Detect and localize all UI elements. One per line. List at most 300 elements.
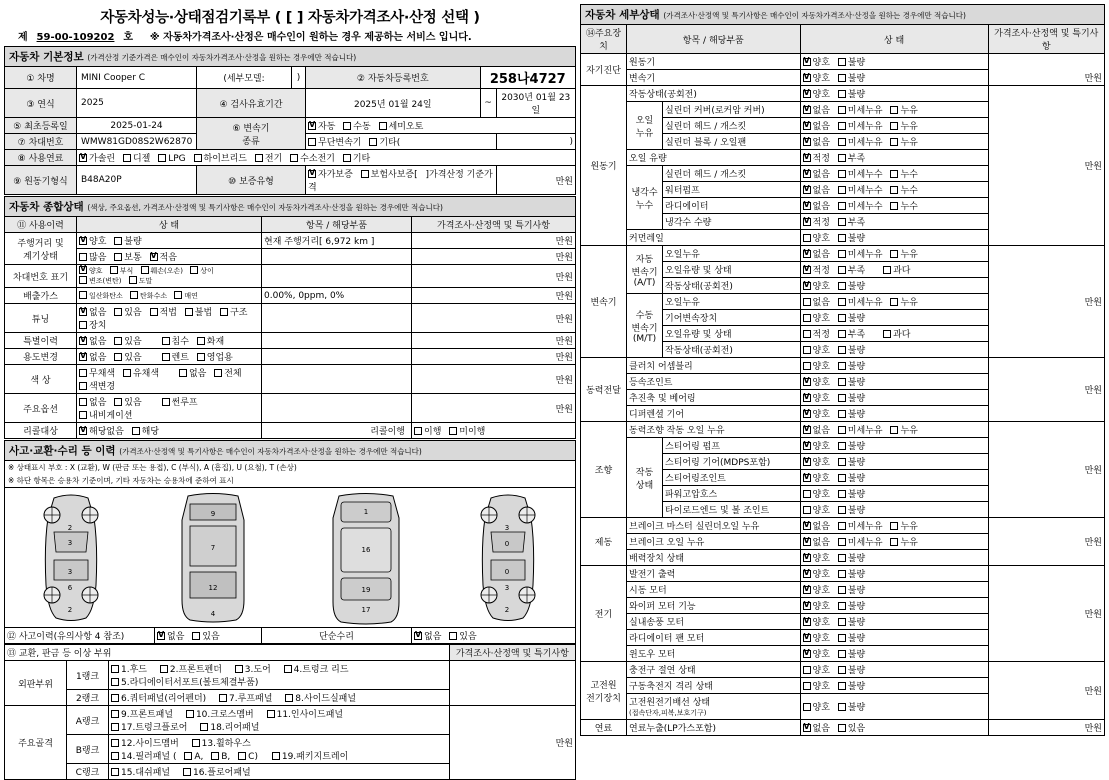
checkbox-ati-good[interactable] — [803, 282, 811, 290]
checkbox-rf-bad[interactable] — [838, 634, 846, 642]
opt-mileage-good[interactable]: V양호 — [79, 234, 106, 247]
checkbox-cb-none[interactable] — [803, 138, 811, 146]
opt-lpg[interactable]: LPG — [158, 154, 185, 164]
opt-diff-bad[interactable]: 불량 — [838, 407, 865, 420]
opt-atl-low[interactable]: 부족 — [838, 263, 865, 276]
opt-mtl-excess[interactable]: 과다 — [883, 327, 910, 340]
checkbox-bo-none[interactable] — [803, 538, 811, 546]
opt-recall-na[interactable]: V 해당없음 — [79, 424, 124, 437]
checkbox-trunk-lid[interactable] — [284, 665, 292, 673]
checkbox-mileage-good[interactable] — [79, 237, 87, 245]
checkbox-clutch-bad[interactable] — [838, 362, 846, 370]
opt-accident-yes[interactable]: 있음 — [192, 629, 219, 642]
opt-cc-leak[interactable]: 누유 — [890, 103, 917, 116]
checkbox-door[interactable] — [235, 665, 243, 673]
checkbox-wheel-house[interactable] — [192, 739, 200, 747]
checkbox-vin-good[interactable] — [79, 266, 87, 274]
state-power-steer-leak[interactable] — [800, 422, 988, 438]
checkbox-atl-ok[interactable] — [803, 266, 811, 274]
checkbox-mt-leak[interactable] — [890, 298, 898, 306]
opt-pslk-leak[interactable]: 누유 — [890, 423, 917, 436]
opt-self-warranty[interactable]: V자가보증 — [308, 167, 353, 180]
state-clutch[interactable] — [800, 358, 988, 374]
opt-inside-panel[interactable]: 11.인사이드패널 — [267, 707, 343, 720]
checkbox-electric[interactable] — [255, 154, 263, 162]
opt-ati-good[interactable]: V 양호 — [803, 279, 830, 292]
state-mt-idle[interactable] — [800, 342, 988, 358]
checkbox-vin-damage[interactable] — [141, 266, 149, 274]
inner-rankc-items[interactable] — [109, 764, 450, 780]
checkbox-recall-notdone[interactable] — [449, 427, 457, 435]
opt-usage-none[interactable]: V 없음 — [79, 350, 106, 363]
state-cyl-head[interactable] — [800, 118, 988, 134]
checkbox-front-fender[interactable] — [160, 665, 168, 673]
opt-cp-bad[interactable]: 불량 — [838, 663, 865, 676]
checkbox-cross-member[interactable] — [186, 710, 194, 718]
checkbox-sd-tr-bad[interactable] — [838, 74, 846, 82]
checkbox-mt-minor[interactable] — [838, 298, 846, 306]
checkbox-at-minor[interactable] — [838, 250, 846, 258]
checkbox-sg-good[interactable] — [803, 458, 811, 466]
checkbox-sd-eng-bad[interactable] — [838, 58, 846, 66]
checkbox-mti-good[interactable] — [803, 346, 811, 354]
checkbox-pillar-c[interactable] — [238, 752, 246, 760]
outer-rank2-items[interactable] — [109, 690, 450, 706]
opt-vin-erased[interactable]: 도말 — [129, 276, 153, 286]
checkbox-sunroof[interactable] — [162, 398, 170, 406]
opt-fl-yes[interactable]: 있음 — [838, 721, 865, 734]
value-engine-type[interactable]: B48A20P — [77, 166, 197, 195]
opt-sd-tr-bad[interactable]: 불량 — [838, 71, 865, 84]
checkbox-tuning-none[interactable] — [79, 308, 87, 316]
opt-alt-good[interactable]: V 양호 — [803, 567, 830, 580]
opt-bm-none[interactable]: V 없음 — [803, 519, 830, 532]
checkbox-hood[interactable] — [111, 665, 119, 673]
state-differential[interactable] — [800, 406, 988, 422]
state-mt-leak[interactable] — [800, 294, 988, 310]
checkbox-smoke[interactable] — [174, 291, 182, 299]
checkbox-fire[interactable] — [197, 337, 205, 345]
checkbox-self-warranty[interactable] — [308, 170, 316, 178]
checkbox-insurer-warranty[interactable] — [361, 170, 369, 178]
row-recall-opts2[interactable] — [412, 423, 576, 439]
opt-side-member[interactable]: 12.사이드멤버 — [111, 736, 179, 749]
opt-tuning-illegal[interactable]: 불법 — [185, 305, 212, 318]
state-selfdiag-engine[interactable] — [800, 54, 988, 70]
opt-bl-good[interactable]: V 양호 — [803, 615, 830, 628]
opt-bl-bad[interactable]: 불량 — [838, 615, 865, 628]
opt-clutch-bad[interactable]: 불량 — [838, 359, 865, 372]
checkbox-recall-done[interactable] — [414, 427, 422, 435]
opt-floor-panel[interactable]: 16.플로어패널 — [183, 765, 251, 778]
checkbox-tuning-legal[interactable] — [150, 308, 158, 316]
opt-mt-leak[interactable]: 누유 — [890, 295, 917, 308]
state-steer-pump[interactable] — [800, 438, 988, 454]
opt-sg-good[interactable]: V 양호 — [803, 455, 830, 468]
opt-st-good[interactable]: V 양호 — [803, 583, 830, 596]
state-at-level[interactable] — [800, 262, 988, 278]
checkbox-trunk-floor[interactable] — [111, 723, 119, 731]
opt-recall-notdone[interactable]: 미이행 — [449, 424, 485, 437]
opt-fl-none[interactable]: V 없음 — [803, 721, 830, 734]
opt-dash-panel[interactable]: 15.대쉬패널 — [111, 765, 170, 778]
state-cyl-cover[interactable] — [800, 102, 988, 118]
checkbox-bo-leak[interactable] — [890, 538, 898, 546]
checkbox-coolh-leak[interactable] — [890, 170, 898, 178]
checkbox-ps-good[interactable] — [803, 394, 811, 402]
opt-tr-bad[interactable]: 불량 — [838, 503, 865, 516]
opt-rf-good[interactable]: V 양호 — [803, 631, 830, 644]
inner-ranka-items[interactable] — [109, 706, 450, 735]
checkbox-cb-leak[interactable] — [890, 138, 898, 146]
row-usage-opts[interactable] — [77, 349, 262, 365]
opt-sd-eng-bad[interactable]: 불량 — [838, 55, 865, 68]
checkbox-gasoline[interactable] — [79, 154, 87, 162]
checkbox-pillar-b[interactable] — [211, 752, 219, 760]
opt-door[interactable]: 3.도어 — [235, 662, 271, 675]
value-year[interactable]: 2025 — [77, 89, 197, 118]
checkbox-roof-panel[interactable] — [219, 694, 227, 702]
checkbox-fl-none[interactable] — [803, 724, 811, 732]
transmission-opts-row1[interactable] — [306, 118, 576, 134]
checkbox-tr-bad[interactable] — [838, 506, 846, 514]
checkbox-ch-leak[interactable] — [890, 122, 898, 130]
checkbox-pslk-leak[interactable] — [890, 426, 898, 434]
opt-cq-low[interactable]: 부족 — [838, 215, 865, 228]
opt-gs-good[interactable]: 양호 — [803, 311, 830, 324]
state-water-pump[interactable] — [800, 182, 988, 198]
opt-vin-altered[interactable]: 변조(변탄) — [79, 276, 122, 286]
checkbox-vin-differ[interactable] — [190, 266, 198, 274]
opt-cb-minor[interactable]: 미세누유 — [838, 135, 883, 148]
opt-gs-bad[interactable]: 불량 — [838, 311, 865, 324]
opt-cp-good[interactable]: 양호 — [803, 663, 830, 676]
row-tuning-opts[interactable] — [77, 304, 262, 333]
checkbox-repair-yes[interactable] — [449, 632, 457, 640]
opt-wm-good[interactable]: V 양호 — [803, 599, 830, 612]
checkbox-at-leak[interactable] — [890, 250, 898, 258]
opt-cr-bad[interactable]: 불량 — [838, 231, 865, 244]
checkbox-sp-bad[interactable] — [838, 442, 846, 450]
opt-fire[interactable]: 화재 — [197, 334, 224, 347]
opt-options-yes[interactable]: 있음 — [114, 395, 141, 408]
opt-sj-good[interactable]: V 양호 — [803, 471, 830, 484]
opt-hc[interactable]: 탄화수소 — [130, 291, 167, 301]
checkbox-rf-good[interactable] — [803, 634, 811, 642]
opt-vin-good[interactable]: V양호 — [79, 266, 103, 276]
opt-sp-good[interactable]: V 양호 — [803, 439, 830, 452]
opt-navigation[interactable]: 내비게이션 — [79, 408, 132, 421]
checkbox-vin-corrosion[interactable] — [110, 266, 118, 274]
checkbox-other-trans[interactable] — [369, 138, 377, 146]
opt-auto[interactable]: V자동 — [308, 119, 335, 132]
opt-cq-ok[interactable]: V 적정 — [803, 215, 830, 228]
checkbox-ph-good[interactable] — [803, 490, 811, 498]
opt-usage-yes[interactable]: 있음 — [114, 350, 141, 363]
opt-tr-good[interactable]: 양호 — [803, 503, 830, 516]
opt-options-none[interactable]: 없음 — [79, 395, 106, 408]
state-starter[interactable] — [800, 582, 988, 598]
checkbox-lpg[interactable] — [158, 154, 166, 162]
row-vin-opts[interactable] — [77, 265, 262, 288]
opt-mtl-low[interactable]: 부족 — [838, 327, 865, 340]
opt-mileage-normal[interactable]: 보통 — [114, 250, 141, 263]
opt-hood[interactable]: 1.후드 — [111, 662, 147, 675]
state-radiator-fan[interactable] — [800, 630, 988, 646]
opt-sd-tr-good[interactable]: V 양호 — [803, 71, 830, 84]
row-recall-opts[interactable] — [77, 423, 262, 439]
state-engine-idle[interactable] — [800, 86, 988, 102]
checkbox-coolh-none[interactable] — [803, 170, 811, 178]
opt-repair-none[interactable]: V 없음 — [414, 629, 441, 642]
opt-special-none[interactable]: V 없음 — [79, 334, 106, 347]
value-inspection-end[interactable]: 2030년 01월 23일 — [496, 89, 575, 118]
checkbox-atl-excess[interactable] — [883, 266, 891, 274]
checkbox-inside-panel[interactable] — [267, 710, 275, 718]
row-options-opts[interactable] — [77, 394, 262, 423]
opt-ch-leak[interactable]: 누유 — [890, 119, 917, 132]
opt-eng-idle-bad[interactable]: 불량 — [838, 87, 865, 100]
opt-ch-minor[interactable]: 미세누유 — [838, 119, 883, 132]
checkbox-cc-minor[interactable] — [838, 106, 846, 114]
checkbox-flood[interactable] — [162, 337, 170, 345]
opt-mileage-many[interactable]: 많음 — [79, 250, 106, 263]
checkbox-wp-minor[interactable] — [838, 186, 846, 194]
state-hv-wiring[interactable] — [800, 694, 988, 720]
checkbox-accident-yes[interactable] — [192, 632, 200, 640]
checkbox-tuning-illegal[interactable] — [185, 308, 193, 316]
checkbox-bm-none[interactable] — [803, 522, 811, 530]
checkbox-diff-good[interactable] — [803, 410, 811, 418]
state-tie-rod[interactable] — [800, 502, 988, 518]
opt-mt-minor[interactable]: 미세누유 — [838, 295, 883, 308]
checkbox-cr-bad[interactable] — [838, 234, 846, 242]
checkbox-rad-none[interactable] — [803, 202, 811, 210]
opt-wm-bad[interactable]: 불량 — [838, 599, 865, 612]
state-steer-joint[interactable] — [800, 470, 988, 486]
state-wiper-motor[interactable] — [800, 598, 988, 614]
opt-color-all[interactable]: 전체 — [214, 366, 241, 379]
checkbox-cvt[interactable] — [308, 138, 316, 146]
checkbox-mt-none[interactable] — [803, 298, 811, 306]
checkbox-win-good[interactable] — [803, 650, 811, 658]
state-mt-level[interactable] — [800, 326, 988, 342]
opt-ps-good[interactable]: V 양호 — [803, 391, 830, 404]
opt-insurer-warranty[interactable]: 보험사보증[ — [361, 167, 418, 180]
checkbox-tuning-yes[interactable] — [114, 308, 122, 316]
opt-pillar-a[interactable]: A, — [184, 752, 203, 762]
outer-rank1-items[interactable] — [109, 661, 450, 690]
opt-tuning-device[interactable]: 장치 — [79, 318, 106, 331]
checkbox-rear-panel[interactable] — [200, 723, 208, 731]
checkbox-rental[interactable] — [162, 353, 170, 361]
checkbox-hydrogen[interactable] — [290, 154, 298, 162]
checkbox-cp-bad[interactable] — [838, 666, 846, 674]
state-steer-gear[interactable] — [800, 454, 988, 470]
opt-hvb-bad[interactable]: 불량 — [838, 679, 865, 692]
checkbox-tr-good[interactable] — [803, 506, 811, 514]
opt-mti-bad[interactable]: 불량 — [838, 343, 865, 356]
checkbox-sd-eng-good[interactable] — [803, 58, 811, 66]
checkbox-wp-leak[interactable] — [890, 186, 898, 194]
opt-rental[interactable]: 렌트 — [162, 350, 189, 363]
opt-oil-ok[interactable]: V 적정 — [803, 151, 830, 164]
checkbox-cr-good[interactable] — [803, 234, 811, 242]
checkbox-cq-ok[interactable] — [803, 218, 811, 226]
opt-hvb-good[interactable]: 양호 — [803, 679, 830, 692]
checkbox-fl-yes[interactable] — [838, 724, 846, 732]
opt-eng-idle-good[interactable]: V 양호 — [803, 87, 830, 100]
checkbox-vin-erased[interactable] — [129, 276, 137, 284]
checkbox-hybrid[interactable] — [194, 154, 202, 162]
opt-side-sill-panel[interactable]: 8.사이드실패널 — [285, 691, 356, 704]
opt-front-fender[interactable]: 2.프론트펜더 — [160, 662, 222, 675]
state-alternator[interactable] — [800, 566, 988, 582]
opt-win-bad[interactable]: 불량 — [838, 647, 865, 660]
opt-semiauto[interactable]: 세미오토 — [379, 119, 424, 132]
opt-coolh-none[interactable]: V 없음 — [803, 167, 830, 180]
opt-st-bad[interactable]: 불량 — [838, 583, 865, 596]
checkbox-atl-low[interactable] — [838, 266, 846, 274]
opt-roof-panel[interactable]: 7.루프패널 — [219, 691, 272, 704]
opt-special-yes[interactable]: 있음 — [114, 334, 141, 347]
opt-mti-good[interactable]: 양호 — [803, 343, 830, 356]
opt-mileage-few[interactable]: V 적음 — [150, 250, 177, 263]
opt-hvw-good[interactable]: 양호 — [803, 700, 830, 713]
opt-tuning-structure[interactable]: 구조 — [220, 305, 247, 318]
opt-coolh-minor[interactable]: 미세누수 — [838, 167, 883, 180]
checkbox-repair-none[interactable] — [414, 632, 422, 640]
opt-cv-good[interactable]: V 양호 — [803, 375, 830, 388]
state-brake-oil[interactable] — [800, 534, 988, 550]
opt-vin-damage[interactable]: 훼손(오손) — [141, 266, 184, 276]
checkbox-tuning-device[interactable] — [79, 321, 87, 329]
opt-front-panel[interactable]: 9.프론트패널 — [111, 707, 173, 720]
opt-sp-bad[interactable]: 불량 — [838, 439, 865, 452]
checkbox-rad-minor[interactable] — [838, 202, 846, 210]
checkbox-pillar-panel[interactable] — [111, 752, 119, 760]
checkbox-hvb-bad[interactable] — [838, 682, 846, 690]
checkbox-ps-bad[interactable] — [838, 394, 846, 402]
checkbox-color-changed[interactable] — [79, 382, 87, 390]
checkbox-usage-yes[interactable] — [114, 353, 122, 361]
checkbox-sj-good[interactable] — [803, 474, 811, 482]
value-vin[interactable]: WMW81GD08S2W62870 — [77, 134, 197, 150]
checkbox-package-tray[interactable] — [272, 752, 280, 760]
checkbox-bl-bad[interactable] — [838, 618, 846, 626]
checkbox-bl-good[interactable] — [803, 618, 811, 626]
checkbox-semiauto[interactable] — [379, 122, 387, 130]
state-hv-battery[interactable] — [800, 678, 988, 694]
checkbox-navigation[interactable] — [79, 411, 87, 419]
checkbox-st-good[interactable] — [803, 586, 811, 594]
opt-ch-none[interactable]: V 없음 — [803, 119, 830, 132]
checkbox-achromatic[interactable] — [79, 369, 87, 377]
state-booster[interactable] — [800, 550, 988, 566]
opt-pillar-c[interactable]: C) — [238, 752, 258, 762]
checkbox-chromatic[interactable] — [123, 369, 131, 377]
state-selfdiag-trans[interactable] — [800, 70, 988, 86]
value-reg-no[interactable]: 258나4727 — [480, 67, 575, 89]
checkbox-wm-good[interactable] — [803, 602, 811, 610]
state-propeller-shaft[interactable] — [800, 390, 988, 406]
checkbox-cc-none[interactable] — [803, 106, 811, 114]
opt-ps-bad[interactable]: 불량 — [838, 391, 865, 404]
opt-commercial[interactable]: 영업용 — [197, 350, 233, 363]
checkbox-bm-leak[interactable] — [890, 522, 898, 530]
opt-color-changed[interactable]: 색변경 — [79, 379, 115, 392]
opt-clutch-good[interactable]: 양호 — [803, 359, 830, 372]
opt-at-leak[interactable]: 누유 — [890, 247, 917, 260]
checkbox-bst-bad[interactable] — [838, 554, 846, 562]
checkbox-recall-yes[interactable] — [132, 427, 140, 435]
state-cyl-block[interactable] — [800, 134, 988, 150]
checkbox-mti-bad[interactable] — [838, 346, 846, 354]
accident-history-opts[interactable] — [155, 628, 262, 644]
checkbox-dash-panel[interactable] — [111, 768, 119, 776]
checkbox-wm-bad[interactable] — [838, 602, 846, 610]
opt-rad-minor[interactable]: 미세누수 — [838, 199, 883, 212]
opt-cvt[interactable]: 무단변속기 — [308, 135, 361, 148]
opt-hydrogen[interactable]: 수소전기 — [290, 151, 335, 164]
row-special-opts[interactable] — [77, 333, 262, 349]
checkbox-cc-leak[interactable] — [890, 106, 898, 114]
opt-chromatic[interactable]: 유채색 — [123, 366, 159, 379]
opt-mt-none[interactable]: 없음 — [803, 295, 830, 308]
checkbox-cb-minor[interactable] — [838, 138, 846, 146]
opt-sg-bad[interactable]: 불량 — [838, 455, 865, 468]
opt-pslk-minor[interactable]: 미세누유 — [838, 423, 883, 436]
opt-other-trans[interactable]: 기타( — [369, 135, 400, 148]
opt-co[interactable]: 일산화탄소 — [79, 291, 123, 301]
opt-bo-none[interactable]: V 없음 — [803, 535, 830, 548]
state-oil-level[interactable] — [800, 150, 988, 166]
opt-oil-low[interactable]: 부족 — [838, 151, 865, 164]
opt-pillar-panel[interactable]: 14.필러패널 ( — [111, 749, 176, 762]
checkbox-alt-bad[interactable] — [838, 570, 846, 578]
opt-color-none[interactable]: 없음 — [179, 366, 206, 379]
checkbox-co[interactable] — [79, 291, 87, 299]
checkbox-side-sill-panel[interactable] — [285, 694, 293, 702]
opt-flood[interactable]: 침수 — [162, 334, 189, 347]
opt-hybrid[interactable]: 하이브리드 — [194, 151, 247, 164]
fuel-options[interactable] — [77, 150, 576, 166]
transmission-opts-row2[interactable] — [306, 134, 497, 150]
opt-package-tray[interactable]: 19.패키지트레이 — [272, 749, 348, 762]
checkbox-pslk-minor[interactable] — [838, 426, 846, 434]
opt-vin-differ[interactable]: 상이 — [190, 266, 214, 276]
opt-win-good[interactable]: V 양호 — [803, 647, 830, 660]
checkbox-at-none[interactable] — [803, 250, 811, 258]
opt-bst-good[interactable]: V 양호 — [803, 551, 830, 564]
checkbox-eng-idle-good[interactable] — [803, 90, 811, 98]
opt-trunk-lid[interactable]: 4.트렁크 리드 — [284, 662, 349, 675]
opt-electric[interactable]: 전기 — [255, 151, 282, 164]
state-window-motor[interactable] — [800, 646, 988, 662]
checkbox-rad-leak[interactable] — [890, 202, 898, 210]
checkbox-sp-good[interactable] — [803, 442, 811, 450]
opt-wp-none[interactable]: V 없음 — [803, 183, 830, 196]
state-power-hose[interactable] — [800, 486, 988, 502]
state-brake-master[interactable] — [800, 518, 988, 534]
opt-smoke[interactable]: 매연 — [174, 291, 198, 301]
checkbox-oil-ok[interactable] — [803, 154, 811, 162]
checkbox-wp-none[interactable] — [803, 186, 811, 194]
checkbox-manual[interactable] — [343, 122, 351, 130]
opt-wheel-house[interactable]: 13.휠하우스 — [192, 736, 251, 749]
inner-rankb-items[interactable] — [109, 735, 450, 764]
opt-manual[interactable]: 수동 — [343, 119, 370, 132]
